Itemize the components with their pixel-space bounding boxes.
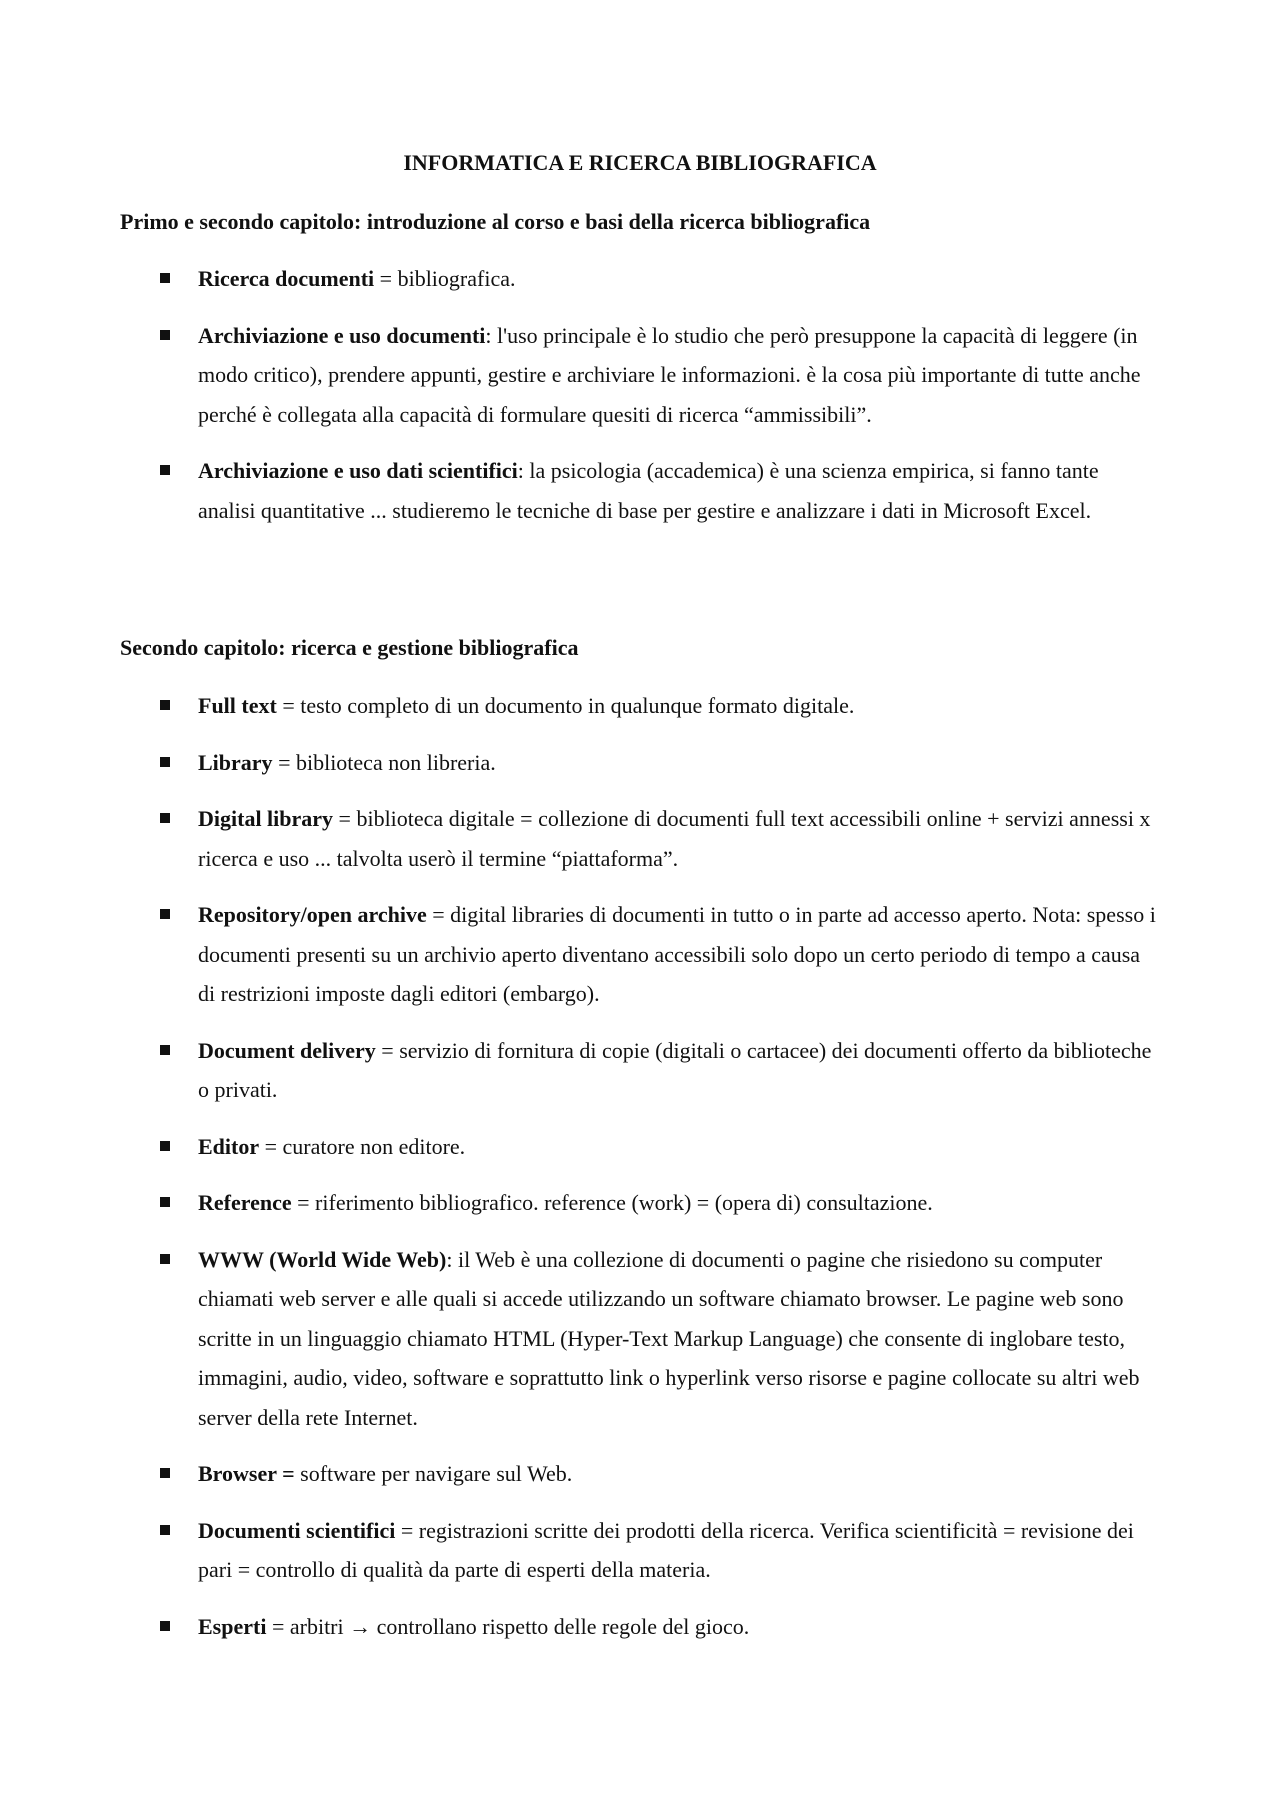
square-bullet-icon [160,909,170,919]
list-item [0,1454,1280,1494]
term: Browser = [198,1461,295,1486]
bullet-list [0,686,1280,1646]
list-item [0,799,1280,878]
list-item [0,259,1280,299]
list-item [0,1031,1280,1110]
term: WWW (World Wide Web) [198,1246,447,1272]
definition: : l'uso principale è lo studio che però presuppone la capacità di leggere (in modo critico), prendere appunti, gestire e archiviare le informazioni. è la cosa più importante di tutte anche perché è collegata alla capacità di formulare quesiti di ricerca “ammissibili”. [198,322,1141,427]
square-bullet-icon [160,1254,170,1264]
term: Repository/open archive [198,902,427,927]
term: Esperti [198,1613,267,1639]
list-item [0,895,1280,1014]
term: Archiviazione e uso documenti [198,322,486,348]
list-item [0,1240,1280,1438]
section-heading: Secondo capitolo: ricerca e gestione bibliografica [120,635,579,660]
definition: = servizio di fornitura di copie (digitali o cartacee) dei documenti offerto da biblioteche o privati. [198,1037,1152,1102]
list-item [0,1511,1280,1590]
list-item [0,316,1280,435]
definition: : la psicologia (accademica) è una scienza empirica, si fanno tante analisi quantitative ... studieremo le tecniche di base per gestire e analizzare i dati in Microsoft Excel. [198,458,1099,523]
definition: software per navigare sul Web. [294,1461,573,1486]
list-item [0,1183,1280,1223]
definition: = bibliografica. [374,266,516,291]
term: Reference [198,1190,292,1215]
definition: = biblioteca non libreria. [272,749,496,775]
definition: = digital libraries di documenti in tutto o in parte ad accesso aperto. Nota: spesso i documenti presenti su un archivio aperto diventano accessibili solo dopo un certo periodo di tempo a causa di restrizioni imposte dagli editori (embargo). [198,902,1156,1006]
square-bullet-icon [160,1525,170,1535]
list-item [0,451,1280,530]
list-item [0,1127,1280,1167]
term: Ricerca documenti [198,266,375,291]
square-bullet-icon [160,1045,170,1055]
square-bullet-icon [160,465,170,475]
square-bullet-icon [160,330,170,340]
square-bullet-icon [160,1468,170,1478]
term: Digital library [198,806,334,831]
definition: = curatore non editore. [259,1133,466,1159]
section-heading: Primo e secondo capitolo: introduzione al corso e basi della ricerca bibliografica [120,209,871,234]
square-bullet-icon [160,813,170,823]
definition: = riferimento bibliografico. reference (work) = (opera di) consultazione. [291,1190,933,1215]
list-item [0,686,1280,726]
term: Document delivery [198,1037,376,1063]
square-bullet-icon [160,757,170,767]
definition: : il Web è una collezione di documenti o pagine che risiedono su computer chiamati web server e alle quali si accede utilizzando un software chiamato browser. Le pagine web sono scritte in un linguaggio chiamato HTML (Hyper-Text Markup Language) che consente di inglobare testo, immagini, audio, video, software e soprattutto link o hyperlink verso risorse e pagine collocate su altri web server della rete Internet. [198,1246,1140,1430]
definition: = testo completo di un documento in qualunque formato digitale. [276,693,855,718]
square-bullet-icon [160,700,170,710]
document-title: INFORMATICA E RICERCA BIBLIOGRAFICA [403,150,877,175]
square-bullet-icon [160,273,170,283]
term: Full text [198,693,277,718]
bullet-list [0,259,1280,530]
term: Editor [198,1133,260,1159]
square-bullet-icon [160,1197,170,1207]
definition: = biblioteca digitale = collezione di documenti full text accessibili online + servizi annessi x ricerca e uso ... talvolta userò il termine “piattaforma”. [198,806,1151,871]
term: Library [198,749,273,775]
list-item [0,1607,1280,1647]
definition: = registrazioni scritte dei prodotti della ricerca. Verifica scientificità = revisione dei pari = controllo di qualità da parte di esperti della materia. [198,1517,1134,1582]
term: Documenti scientifici [198,1517,396,1543]
list-item [0,743,1280,783]
definition: = arbitri → controllano rispetto delle regole del gioco. [266,1613,750,1639]
square-bullet-icon [160,1621,170,1631]
term: Archiviazione e uso dati scientifici [198,458,518,483]
square-bullet-icon [160,1141,170,1151]
